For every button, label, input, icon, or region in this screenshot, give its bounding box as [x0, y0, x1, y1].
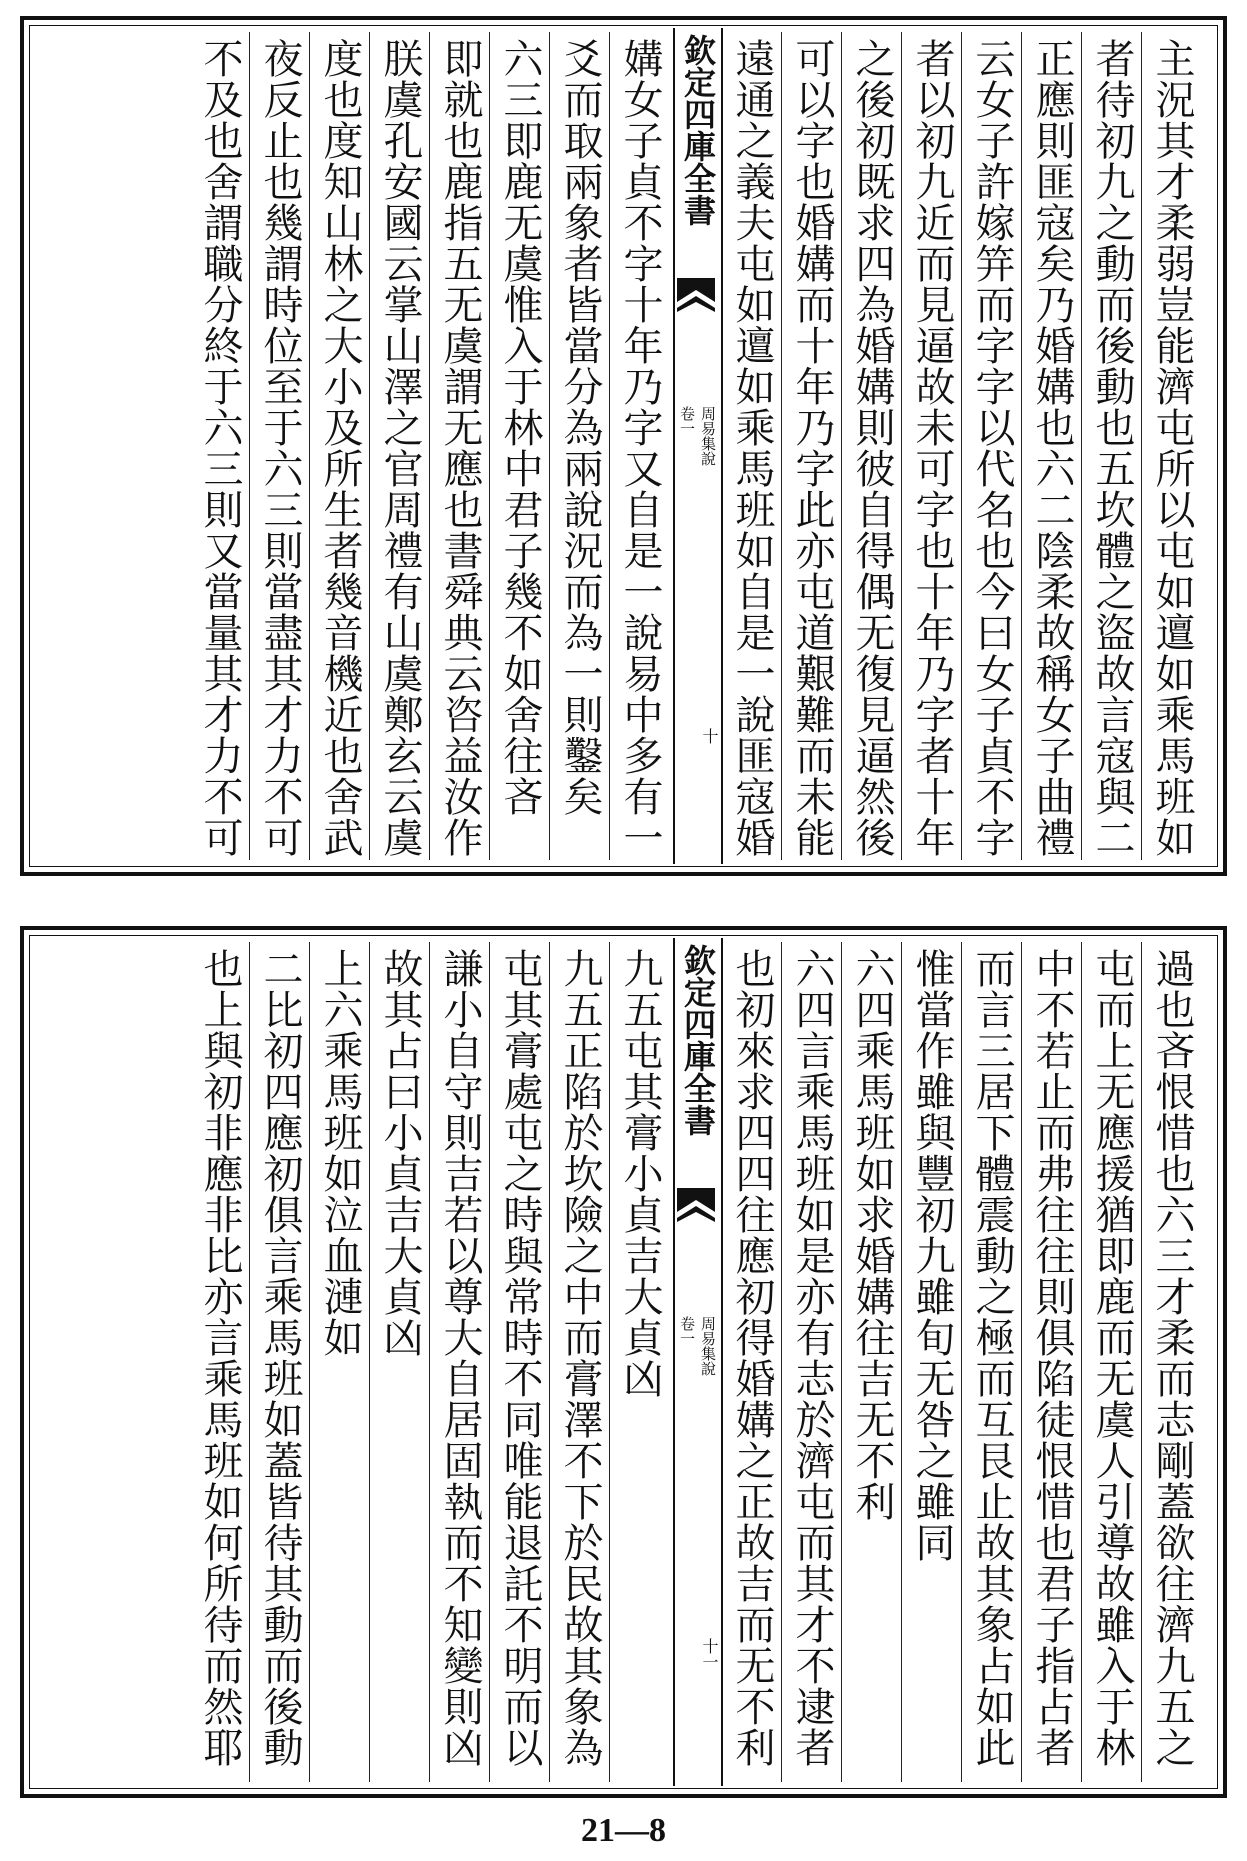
column-rule [609, 32, 610, 860]
column-rule [549, 32, 550, 860]
column-text: 媾女子貞不字十年乃字又自是一說易中多有一 [617, 38, 663, 858]
fish-tail-mark-icon [677, 1188, 715, 1234]
column-rule [781, 942, 782, 1782]
column-rule [901, 942, 902, 1782]
column-rule [961, 942, 962, 1782]
text-column-right-6 [841, 38, 903, 858]
text-column-right-4 [961, 948, 1023, 1776]
column-text: 過也吝恨惜也六三才柔而志剛蓋欲往濟九五之 [1149, 948, 1195, 1768]
text-column-left-3 [489, 948, 551, 1776]
strip-page-number: 十 [700, 728, 719, 744]
column-rule [1081, 32, 1082, 860]
fish-tail-mark-icon [677, 278, 715, 324]
upper-page [20, 16, 1227, 876]
text-column-left-8 [189, 948, 251, 1776]
text-column-right-1 [1141, 38, 1203, 858]
column-text: 正應則匪寇矣乃婚媾也六二陰柔故稱女子曲禮 [1029, 38, 1075, 858]
strip-volume: 卷一 [678, 1316, 696, 1346]
text-column-left-1 [609, 948, 671, 1776]
text-column-left-1 [609, 38, 671, 858]
column-text: 二比初四應初俱言乘馬班如蓋皆待其動而後動 [257, 948, 303, 1768]
column-rule [429, 942, 430, 1782]
text-column-right-6 [841, 948, 903, 1776]
column-rule [841, 32, 842, 860]
lower-page [20, 926, 1227, 1798]
column-rule [1081, 942, 1082, 1782]
page-number: 21—8 [581, 1812, 666, 1849]
text-column-left-5 [369, 948, 431, 1776]
strip-book-title: 周易集說 [699, 406, 717, 466]
column-text: 朕虞孔安國云掌山澤之官周禮有山虞鄭玄云虞 [377, 38, 423, 858]
column-text: 者待初九之動而後動也五坎體之盜故言寇與二 [1089, 38, 1135, 858]
text-column-left-5 [369, 38, 431, 858]
column-text: 可以字也婚媾而十年乃字此亦屯道艱難而未能 [789, 38, 835, 858]
column-text: 夜反止也幾謂時位至于六三則當盡其才力不可 [257, 38, 303, 858]
column-text: 故其占曰小貞吉大貞凶 [377, 948, 423, 1358]
column-text: 六四乘馬班如求婚媾往吉无不利 [849, 948, 895, 1522]
column-text: 謙小自守則吉若以尊大自居固執而不知變則凶 [437, 948, 483, 1768]
column-rule [489, 32, 490, 860]
column-text: 云女子許嫁笄而字字以代名也今曰女子貞不字 [969, 38, 1015, 858]
column-text: 中不若止而弗往往則俱陷徒恨惜也君子指占者 [1029, 948, 1075, 1768]
column-text: 主況其才柔弱豈能濟屯所以屯如邅如乘馬班如 [1149, 38, 1195, 858]
column-text: 惟當作雖與豐初九雖旬无咎之雖同 [909, 948, 955, 1563]
center-fold-strip [673, 28, 723, 864]
column-rule [489, 942, 490, 1782]
column-rule [369, 942, 370, 1782]
text-column-right-4 [961, 38, 1023, 858]
column-text: 九五屯其膏小貞吉大貞凶 [617, 948, 663, 1399]
text-column-left-4 [429, 38, 491, 858]
column-rule [781, 32, 782, 860]
text-column-right-3 [1021, 38, 1083, 858]
column-rule [609, 942, 610, 1782]
column-text: 不及也舍謂職分終于六三則又當量其才力不可 [197, 38, 243, 858]
column-text: 屯而上无應援猶即鹿而无虞人引導故雖入于林 [1089, 948, 1135, 1768]
column-rule [309, 32, 310, 860]
text-column-right-5 [901, 38, 963, 858]
text-column-left-8 [189, 38, 251, 858]
text-column-right-7 [781, 948, 843, 1776]
column-text: 也初來求四四往應初得婚媾之正故吉而无不利 [729, 948, 775, 1768]
column-rule [249, 32, 250, 860]
column-text: 者以初九近而見逼故未可字也十年乃字者十年 [909, 38, 955, 858]
column-rule [1141, 32, 1142, 860]
column-rule [1141, 942, 1142, 1782]
text-column-left-2 [549, 948, 611, 1776]
column-text: 度也度知山林之大小及所生者幾音機近也舍武 [317, 38, 363, 858]
strip-title: 欽定四庫全書 [679, 944, 717, 1136]
text-column-right-5 [901, 948, 963, 1776]
text-column-right-8 [721, 948, 783, 1776]
text-column-right-7 [781, 38, 843, 858]
column-rule [901, 32, 902, 860]
text-column-right-2 [1081, 38, 1143, 858]
column-rule [429, 32, 430, 860]
column-rule [1021, 942, 1022, 1782]
text-column-left-6 [309, 38, 371, 858]
strip-title: 欽定四庫全書 [679, 34, 717, 226]
center-fold-strip [673, 938, 723, 1786]
text-column-left-4 [429, 948, 491, 1776]
column-text: 遠通之義夫屯如邅如乘馬班如自是一說匪寇婚 [729, 38, 775, 858]
strip-book-title: 周易集說 [699, 1316, 717, 1376]
text-column-right-3 [1021, 948, 1083, 1776]
text-column-left-7 [249, 38, 311, 858]
column-rule [1021, 32, 1022, 860]
column-text: 上六乘馬班如泣血漣如 [317, 948, 363, 1358]
text-column-left-6 [309, 948, 371, 1776]
strip-page-number: 十一 [700, 1638, 719, 1670]
column-text: 也上與初非應非比亦言乘馬班如何所待而然耶 [197, 948, 243, 1768]
text-column-left-7 [249, 948, 311, 1776]
text-column-left-3 [489, 38, 551, 854]
column-rule [841, 942, 842, 1782]
column-rule [961, 32, 962, 860]
column-rule [549, 942, 550, 1782]
column-text: 屯其膏處屯之時與常時不同唯能退託不明而以 [497, 948, 543, 1768]
column-text: 六四言乘馬班如是亦有志於濟屯而其才不逮者 [789, 948, 835, 1768]
text-column-right-1 [1141, 948, 1203, 1776]
column-text: 而言三居下體震動之極而互艮止故其象占如此 [969, 948, 1015, 1768]
column-rule [249, 942, 250, 1782]
text-column-right-8 [721, 38, 783, 858]
column-text: 之後初既求四為婚媾則彼自得偶无復見逼然後 [849, 38, 895, 858]
column-rule [369, 32, 370, 860]
column-rule [309, 942, 310, 1782]
column-text: 爻而取兩象者皆當分為兩說況而為一則鑿矣 [557, 38, 603, 817]
text-column-left-2 [549, 38, 611, 854]
strip-volume: 卷一 [678, 406, 696, 436]
column-text: 九五正陷於坎險之中而膏澤不下於民故其象為 [557, 948, 603, 1768]
text-column-right-2 [1081, 948, 1143, 1776]
column-text: 即就也鹿指五无虞謂无應也書舜典云咨益汝作 [437, 38, 483, 858]
column-text: 六三即鹿无虞惟入于林中君子幾不如舍往吝 [497, 38, 543, 817]
